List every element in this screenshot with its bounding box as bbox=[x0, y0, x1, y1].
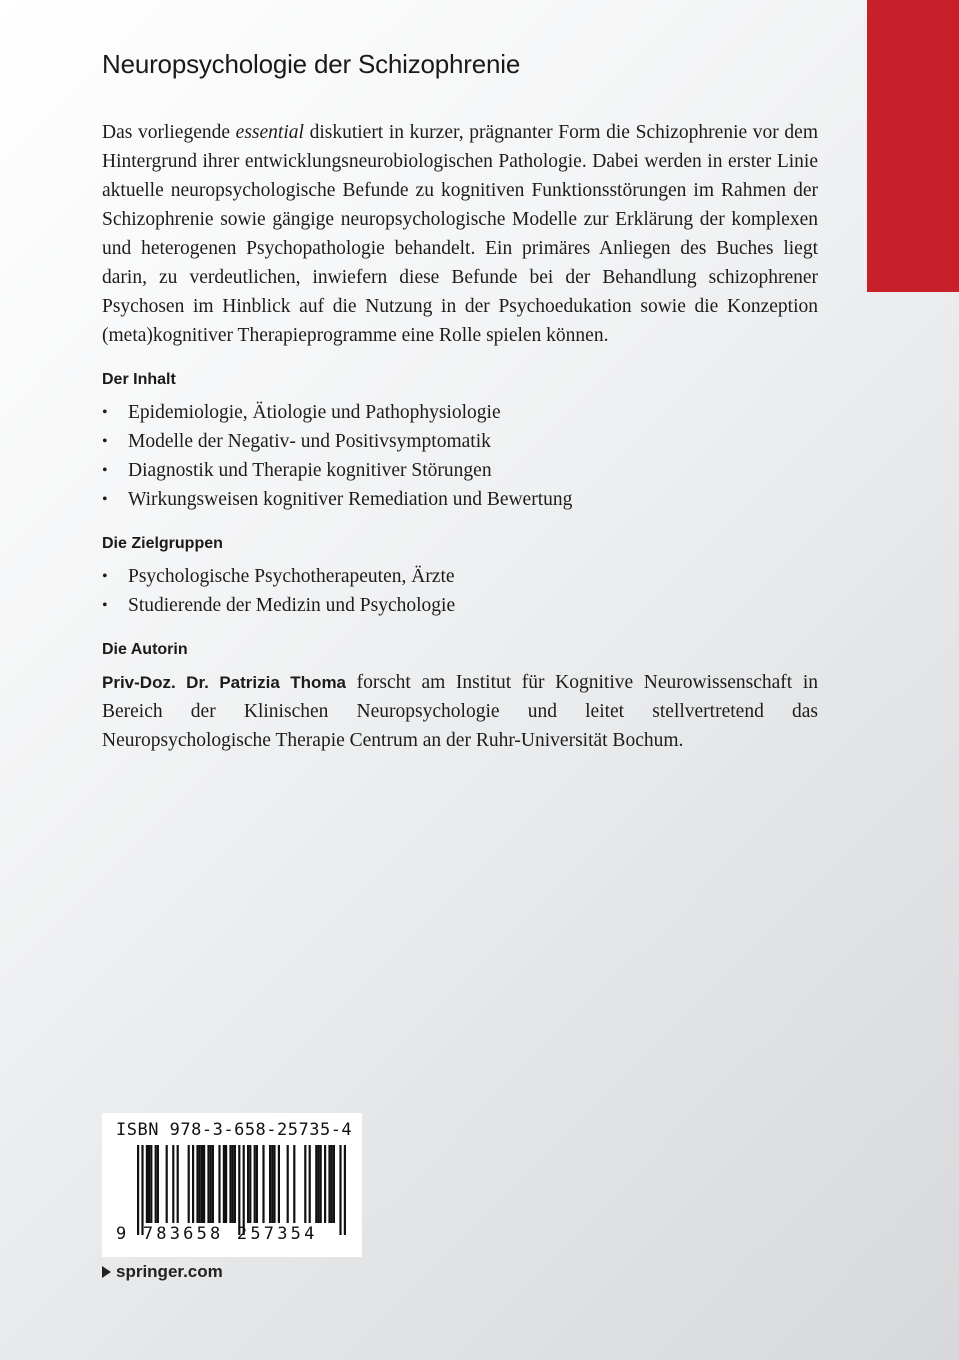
publisher-link[interactable] bbox=[102, 1262, 223, 1282]
list-item bbox=[102, 591, 818, 620]
barcode-bar bbox=[199, 1145, 201, 1223]
list-item bbox=[102, 485, 818, 514]
section-heading-zielgruppen: Die Zielgruppen bbox=[102, 535, 223, 552]
barcode-bar bbox=[333, 1145, 335, 1223]
barcode-bar bbox=[223, 1145, 225, 1223]
barcode-bar bbox=[192, 1145, 194, 1223]
barcode-bar bbox=[293, 1145, 295, 1223]
intro-paragraph bbox=[102, 118, 818, 350]
back-cover-content bbox=[102, 44, 818, 755]
barcode-bar bbox=[177, 1145, 179, 1223]
barcode-bar bbox=[320, 1145, 322, 1223]
isbn-label: ISBN 978-3-658-25735-4 bbox=[116, 1120, 353, 1140]
bullet-icon: • bbox=[102, 462, 108, 479]
barcode-bar bbox=[238, 1145, 240, 1235]
author-bio: forscht am Institut für Kognitive Neurowissenschaft in Bereich der Klinischen Neuropsychologie und leitet stellvertretend das Neuropsychologische Therapie Centrum an der Ruhr-Universität Bochum. bbox=[102, 672, 818, 751]
list-item-text: Diagnostik und Therapie kognitiver Störungen bbox=[128, 460, 492, 481]
barcode-bar bbox=[210, 1145, 212, 1223]
barcode-bar bbox=[201, 1145, 203, 1223]
barcode-bar bbox=[137, 1145, 139, 1235]
list-item-text: Modelle der Negativ- und Positivsymptomatik bbox=[128, 431, 491, 452]
isbn-barcode bbox=[102, 1113, 362, 1257]
barcode-bar bbox=[339, 1145, 341, 1235]
list-item bbox=[102, 456, 818, 485]
bullet-icon: • bbox=[102, 433, 108, 450]
barcode-bar bbox=[157, 1145, 159, 1223]
list-item-text: Studierende der Medizin und Psychologie bbox=[128, 595, 456, 616]
intro-text-part1: Das vorliegende bbox=[102, 122, 236, 143]
zielgruppen-list bbox=[102, 562, 818, 620]
barcode-bar bbox=[254, 1145, 256, 1223]
author-name: Priv-Doz. Dr. Patrizia Thoma bbox=[102, 673, 347, 692]
barcode-bar bbox=[203, 1145, 205, 1223]
list-item-text: Psychologische Psychotherapeuten, Ärzte bbox=[128, 566, 455, 587]
list-item-text: Wirkungsweisen kognitiver Remediation und Bewertung bbox=[128, 489, 573, 510]
arrow-right-icon bbox=[102, 1266, 111, 1278]
barcode-bar bbox=[304, 1145, 306, 1223]
barcode-bar bbox=[212, 1145, 214, 1223]
barcode-bar bbox=[278, 1145, 280, 1223]
barcode-bar bbox=[262, 1145, 264, 1223]
barcode-bar bbox=[141, 1145, 143, 1235]
barcode-bar bbox=[247, 1145, 249, 1223]
barcode-bar bbox=[331, 1145, 333, 1223]
barcode-bar bbox=[232, 1145, 234, 1223]
barcode-bar bbox=[225, 1145, 227, 1223]
barcode-bar bbox=[155, 1145, 157, 1223]
barcode-bar bbox=[188, 1145, 190, 1223]
barcode-bar bbox=[249, 1145, 251, 1223]
barcode-bar bbox=[218, 1145, 220, 1223]
barcode-bar bbox=[256, 1145, 258, 1223]
barcode-bar bbox=[317, 1145, 319, 1223]
barcode-bar bbox=[150, 1145, 152, 1223]
barcode-bar bbox=[315, 1145, 317, 1223]
inhalt-list bbox=[102, 398, 818, 514]
barcode-bar bbox=[324, 1145, 326, 1223]
intro-emphasis: essential bbox=[235, 122, 304, 143]
barcode-bar bbox=[148, 1145, 150, 1223]
publisher-link-text: springer.com bbox=[116, 1262, 223, 1281]
section-heading-autorin: Die Autorin bbox=[102, 641, 188, 658]
barcode-bar bbox=[273, 1145, 275, 1223]
barcode-digits: 9 783658 257354 bbox=[116, 1224, 318, 1244]
list-item bbox=[102, 562, 818, 591]
section-heading-inhalt: Der Inhalt bbox=[102, 371, 176, 388]
barcode-bar bbox=[234, 1145, 236, 1223]
bullet-icon: • bbox=[102, 568, 108, 585]
list-item-text: Epidemiologie, Ätiologie und Pathophysiologie bbox=[128, 402, 501, 423]
barcode-bar bbox=[196, 1145, 198, 1223]
barcode-bar bbox=[271, 1145, 273, 1223]
barcode-bar bbox=[243, 1145, 245, 1235]
barcode-bar bbox=[166, 1145, 168, 1223]
bullet-icon: • bbox=[102, 597, 108, 614]
barcode-bar bbox=[328, 1145, 330, 1223]
author-paragraph bbox=[102, 668, 818, 755]
book-title: Neuropsychologie der Schizophrenie bbox=[102, 49, 521, 79]
bullet-icon: • bbox=[102, 491, 108, 508]
barcode-bar bbox=[229, 1145, 231, 1223]
list-item bbox=[102, 427, 818, 456]
intro-text-part2: diskutiert in kurzer, prägnanter Form die Schizophrenie vor dem Hintergrund ihrer entwicklungsneurobiologischen Pathologie. Dabei werden in erster Linie aktuelle neuropsychologische Befunde zu kognitiven Funktionsstörungen im Rahmen der Schizophrenie sowie gängige neuropsychologische Modelle zur Erklärung der komplexen und heterogenen Psychopathologie behandelt. Ein primäres Anliegen des Buches liegt darin, zu verdeutlichen, inwiefern diese Befunde bei der Behandlung schizophrener Psychosen im Hinblick auf die Nutzung in der Psychoedukation sowie die Konzeption (meta)kognitiver Therapieprogramme eine Rolle spielen können. bbox=[102, 122, 819, 346]
barcode-bar bbox=[309, 1145, 311, 1223]
barcode-bar bbox=[269, 1145, 271, 1223]
barcode-bar bbox=[344, 1145, 346, 1235]
barcode-bar bbox=[287, 1145, 289, 1223]
barcode-bar bbox=[172, 1145, 174, 1223]
list-item bbox=[102, 398, 818, 427]
bullet-icon: • bbox=[102, 404, 108, 421]
barcode-bar bbox=[207, 1145, 209, 1223]
barcode-bar bbox=[146, 1145, 148, 1223]
red-accent-tab bbox=[867, 0, 959, 292]
